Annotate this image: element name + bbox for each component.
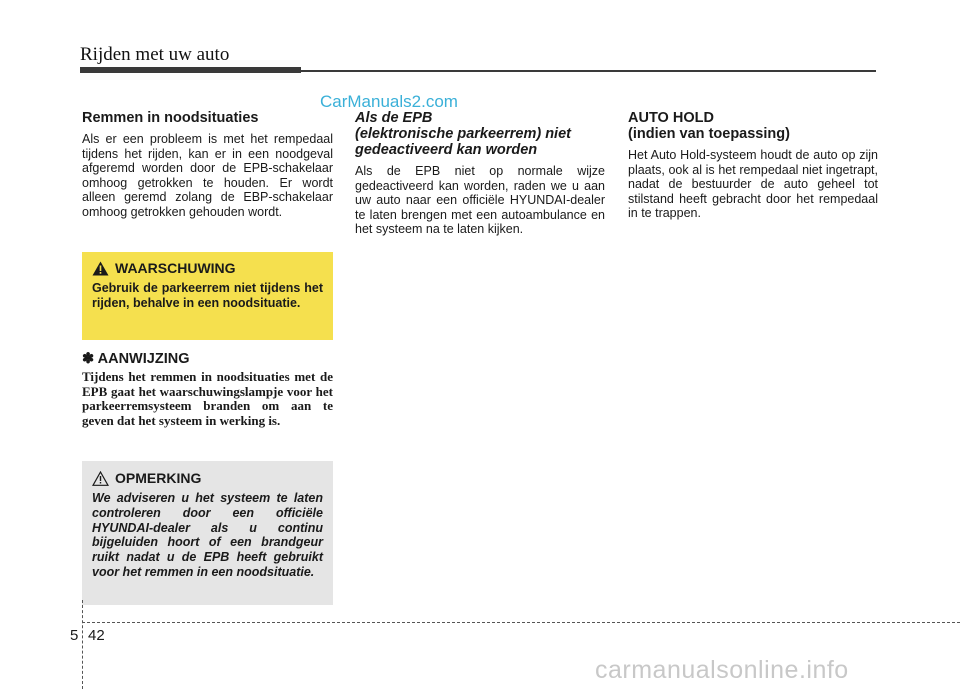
heading-epb-not-deactivated bbox=[355, 110, 605, 158]
running-header: Rijden met uw auto bbox=[80, 44, 230, 65]
caution-text: We adviseren u het systeem te laten controleren door een officiële HYUNDAI-dealer als u continu bijgeluiden hoort of een brandgeur ruikt nadat u de EPB heeft gebruikt voor het remmen in een noodsituatie. bbox=[92, 491, 323, 579]
caution-box bbox=[82, 461, 333, 605]
heading-epb-line1: Als de EPB bbox=[355, 110, 433, 126]
chapter-number: 5 bbox=[70, 627, 79, 644]
column-left bbox=[82, 110, 333, 220]
heading-epb-line2: (elektronische parkeerrem) niet bbox=[355, 126, 571, 142]
caution-triangle-icon bbox=[92, 471, 109, 486]
footer-rule bbox=[82, 622, 960, 623]
warning-label: WAARSCHUWING bbox=[115, 260, 236, 276]
footer-vertical-rule bbox=[82, 600, 83, 689]
column-right bbox=[628, 110, 878, 221]
warning-triangle-icon bbox=[92, 261, 109, 276]
heading-emergency-braking: Remmen in noodsituaties bbox=[82, 110, 259, 126]
note-heading: ✽ AANWIJZING bbox=[82, 351, 190, 367]
auto-hold-text: Het Auto Hold-systeem houdt de auto op zijn plaats, ook al is het rempedaal niet ingetrapt, nadat de bestuurder de auto geheel tot stilstand heeft gebracht door het rempedaal in te trappen. bbox=[628, 148, 878, 221]
column-middle bbox=[355, 110, 605, 237]
epb-not-deactivated-text: Als de EPB niet op normale wijze gedeactiveerd kan worden, raden we u aan uw auto naar een officiële HYUNDAI-dealer te laten brengen met een autoambulance en het systeem na te laten kijken. bbox=[355, 164, 605, 237]
emergency-braking-text: Als er een probleem is met het rempedaal tijdens het rijden, kan er in een noodgeval afgeremd worden door de EPB-schakelaar omhoog getrokken te houden. Er wordt alleen geremd zolang de EBP-schakelaar omhoog getrokken gehouden wordt. bbox=[82, 132, 333, 219]
heading-auto-hold-line2: (indien van toepassing) bbox=[628, 126, 790, 142]
watermark-carmanualsonline[interactable]: carmanualsonline.info bbox=[595, 656, 849, 684]
page-number: 42 bbox=[88, 627, 105, 644]
header-rule-thin bbox=[301, 70, 876, 72]
heading-auto-hold bbox=[628, 110, 878, 142]
header-rule-thick bbox=[80, 67, 301, 73]
caution-label: OPMERKING bbox=[115, 470, 202, 486]
heading-auto-hold-line1: AUTO HOLD bbox=[628, 110, 714, 126]
note-text: Tijdens het remmen in noodsituaties met de EPB gaat het waarschuwingslampje voor het parkeerremsysteem branden om aan te geven dat het systeem in werking is. bbox=[82, 369, 333, 428]
watermark-carmanuals2[interactable]: CarManuals2.com bbox=[320, 92, 458, 111]
warning-text: Gebruik de parkeerrem niet tijdens het rijden, behalve in een noodsituatie. bbox=[92, 281, 323, 310]
warning-box bbox=[82, 252, 333, 340]
heading-epb-line3: gedeactiveerd kan worden bbox=[355, 142, 538, 158]
